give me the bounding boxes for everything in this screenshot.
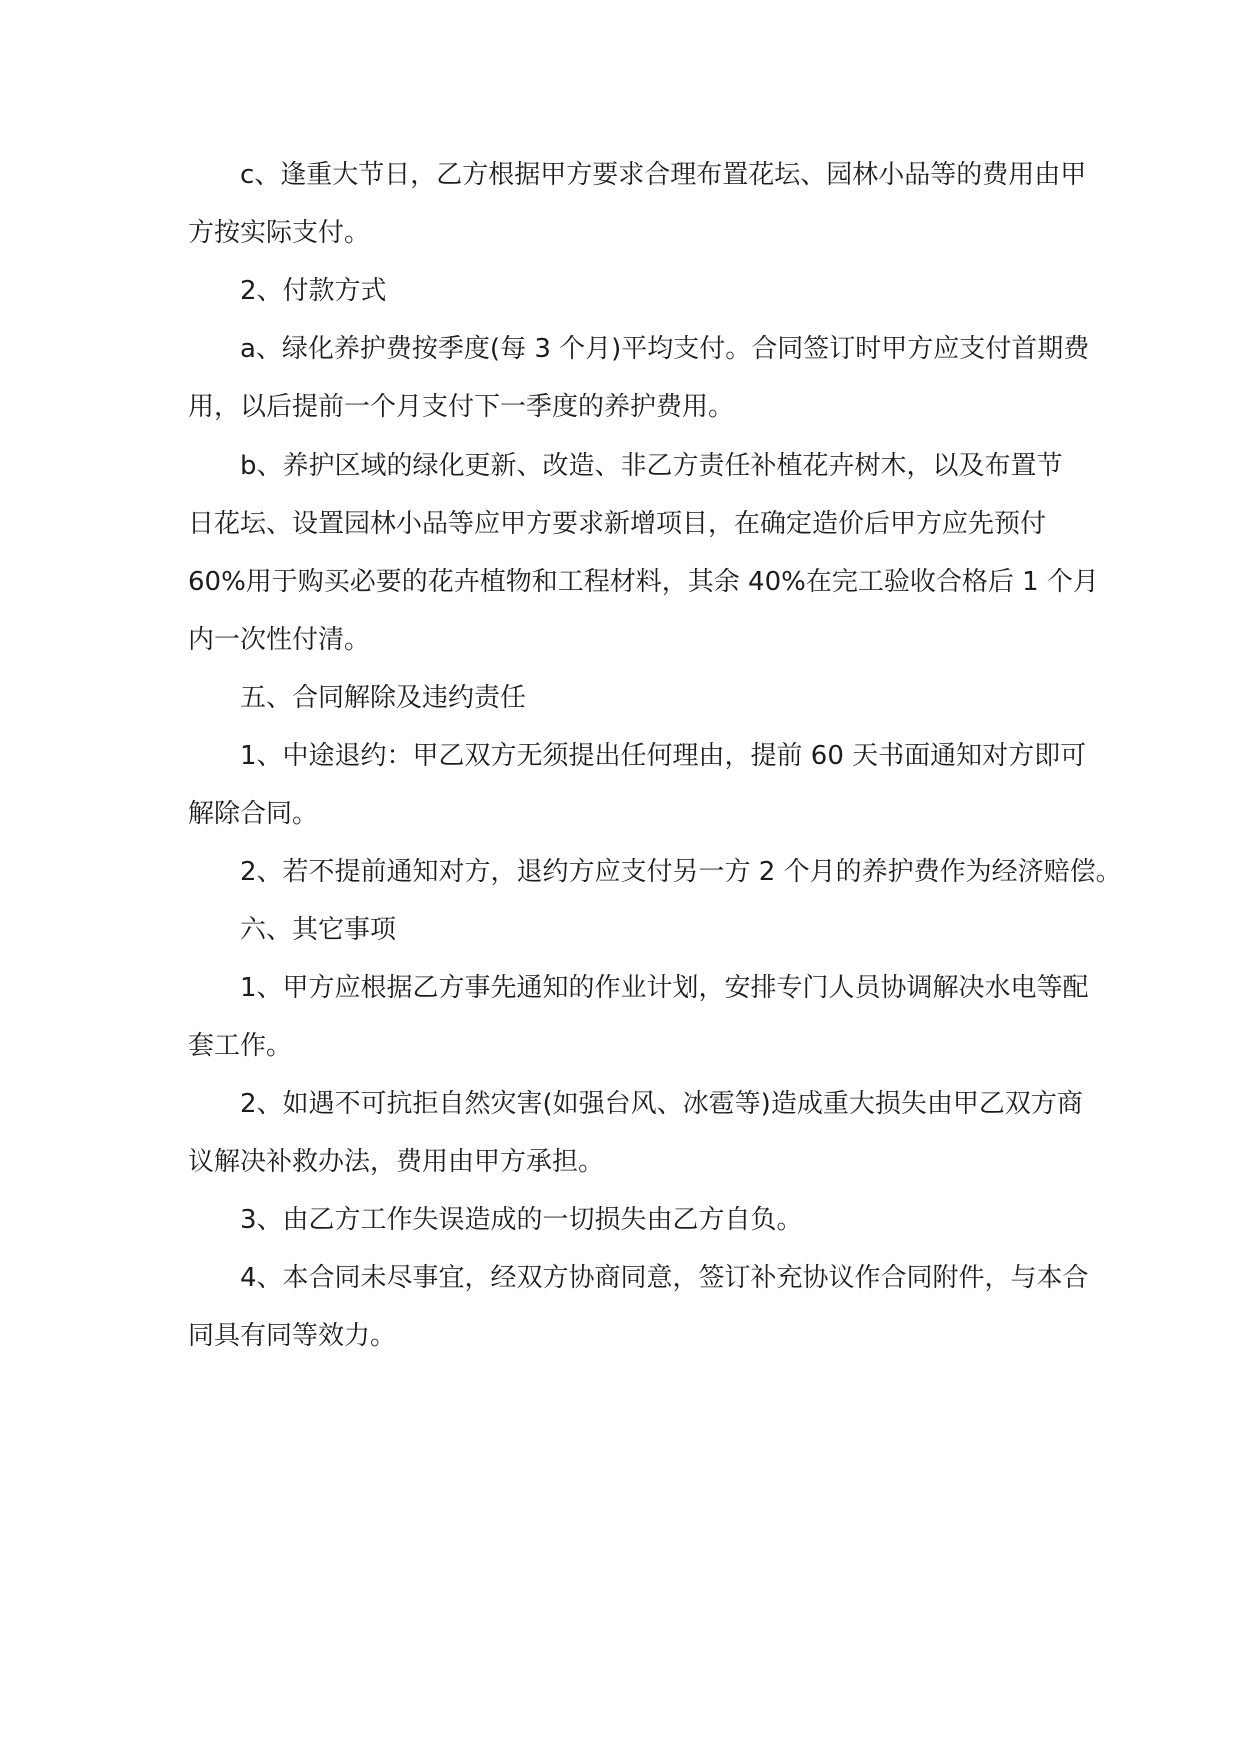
paragraph-quarterly-payment-line-1: a、绿化养护费按季度(每 3 个月)平均支付。合同签订时甲方应支付首期费 bbox=[240, 334, 1090, 364]
paragraph-quarterly-payment-line-2: 用，以后提前一个月支付下一季度的养护费用。 bbox=[188, 392, 735, 422]
paragraph-supplementary-agreement-line-1: 4、本合同未尽事宜，经双方协商同意，签订补充协议作合同附件，与本合 bbox=[240, 1263, 1089, 1293]
paragraph-early-termination-line-2: 解除合同。 bbox=[188, 799, 319, 829]
paragraph-new-items-payment-line-1: b、养护区域的绿化更新、改造、非乙方责任补植花卉树木，以及布置节 bbox=[240, 451, 1063, 481]
heading-termination-and-liability: 五、合同解除及违约责任 bbox=[240, 683, 527, 713]
paragraph-festival-decoration-line-1: c、逢重大节日，乙方根据甲方要求合理布置花坛、园林小品等的费用由甲 bbox=[240, 160, 1087, 190]
paragraph-supplementary-agreement-line-2: 同具有同等效力。 bbox=[188, 1321, 397, 1351]
paragraph-new-items-payment-line-2: 日花坛、设置园林小品等应甲方要求新增项目，在确定造价后甲方应先预付 bbox=[188, 509, 1047, 539]
paragraph-new-items-payment-line-3: 60%用于购买必要的花卉植物和工程材料，其余 40%在完工验收合格后 1 个月 bbox=[188, 567, 1099, 597]
paragraph-new-items-payment-line-4: 内一次性付清。 bbox=[188, 625, 371, 655]
heading-payment-method: 2、付款方式 bbox=[240, 276, 387, 306]
paragraph-early-termination-line-1: 1、中途退约：甲乙双方无须提出任何理由，提前 60 天书面通知对方即可 bbox=[240, 741, 1087, 771]
paragraph-force-majeure-line-1: 2、如遇不可抗拒自然灾害(如强台风、冰雹等)造成重大损失由甲乙双方商 bbox=[240, 1089, 1083, 1119]
heading-other-matters: 六、其它事项 bbox=[240, 915, 397, 945]
paragraph-festival-decoration-line-2: 方按实际支付。 bbox=[188, 218, 371, 248]
paragraph-force-majeure-line-2: 议解决补救办法，费用由甲方承担。 bbox=[188, 1147, 605, 1177]
paragraph-party-b-liability: 3、由乙方工作失误造成的一切损失由乙方自负。 bbox=[240, 1205, 803, 1235]
paragraph-compensation: 2、若不提前通知对方，退约方应支付另一方 2 个月的养护费作为经济赔偿。 bbox=[240, 857, 1122, 887]
paragraph-coordination-line-2: 套工作。 bbox=[188, 1031, 293, 1061]
paragraph-coordination-line-1: 1、甲方应根据乙方事先通知的作业计划，安排专门人员协调解决水电等配 bbox=[240, 973, 1089, 1003]
